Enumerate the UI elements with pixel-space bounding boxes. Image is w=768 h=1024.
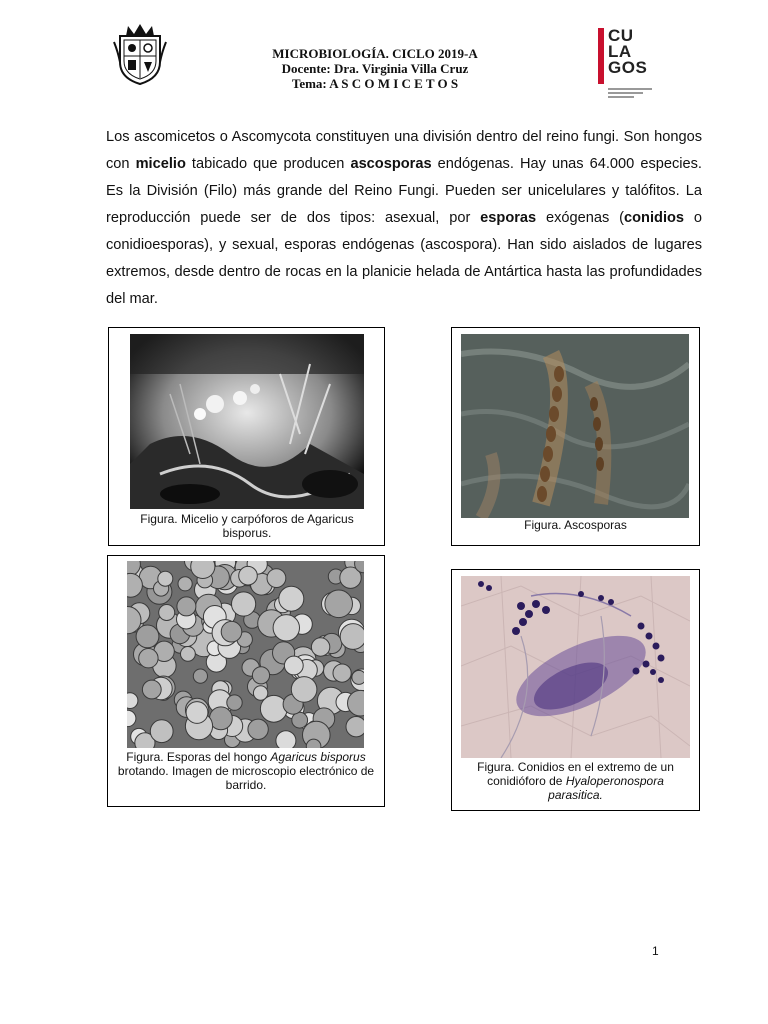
logo-wordmark: CU LA GOS [608,26,648,77]
header-teacher: Docente: Dra. Virginia Villa Cruz [281,61,469,76]
figure-micelio [108,327,385,546]
species-name-hyaloperonospora: Hyaloperonospora parasitica. [548,774,664,802]
figure-micelio-caption: Figura. Micelio y carpóforos de Agaricus bisporus. [140,512,354,540]
term-micelio: micelio [135,156,186,172]
header-topic: Tema: A S C O M I C E T O S [291,76,459,91]
intro-paragraph: Los ascomicetos o Ascomycota constituyen una división dentro del reino fungi. Son hongos con micelio tabicado que producen ascosporas endógenas. Hay unas 64.000 especies. Es la División (Filo) más grande del Reino Fungi. Pueden ser unicelulares y talófitos. La reproducción puede ser de dos tipos: asexual, por esporas exógenas (conidios o conidioesporas), y sexual, esporas endógenas (ascospora). Han sido aislados de lugares extremos, desde dentro de rocas en la planicie helada de Antártica hasta las profundidades del mar. [106,129,703,307]
logo-red-bar [598,28,604,84]
figure-esporas-caption: Figura. Esporas del hongo Agaricus bisporus brotando. Imagen de microscopio electrónico de barrido. [117,750,375,792]
figure-conidios-caption: Figura. Conidios en el extremo de un conidióforo de Hyaloperonospora parasitica. [477,760,674,802]
term-esporas: esporas [480,210,537,226]
micelio-photo [130,334,364,509]
figure-ascosporas-caption: Figura. Ascosporas [524,518,627,532]
culagos-logo [598,28,654,102]
figure-esporas-sem [107,555,385,807]
term-conidios: conidios [624,210,685,226]
university-crest-logo [112,22,168,86]
esporas-sem-photo [127,561,364,748]
ascosporas-photo [461,334,689,518]
logo-small-text [608,88,652,98]
figure-ascosporas [451,327,700,546]
header-course-title: MICROBIOLOGÍA. CICLO 2019-A [272,46,478,61]
conidios-photo [461,576,690,758]
figure-conidios [451,569,700,811]
term-ascosporas: ascosporas [350,156,432,172]
document-header [240,46,510,91]
species-name-agaricus: Agaricus bisporus [270,750,366,764]
page-number: 1 [652,944,659,958]
